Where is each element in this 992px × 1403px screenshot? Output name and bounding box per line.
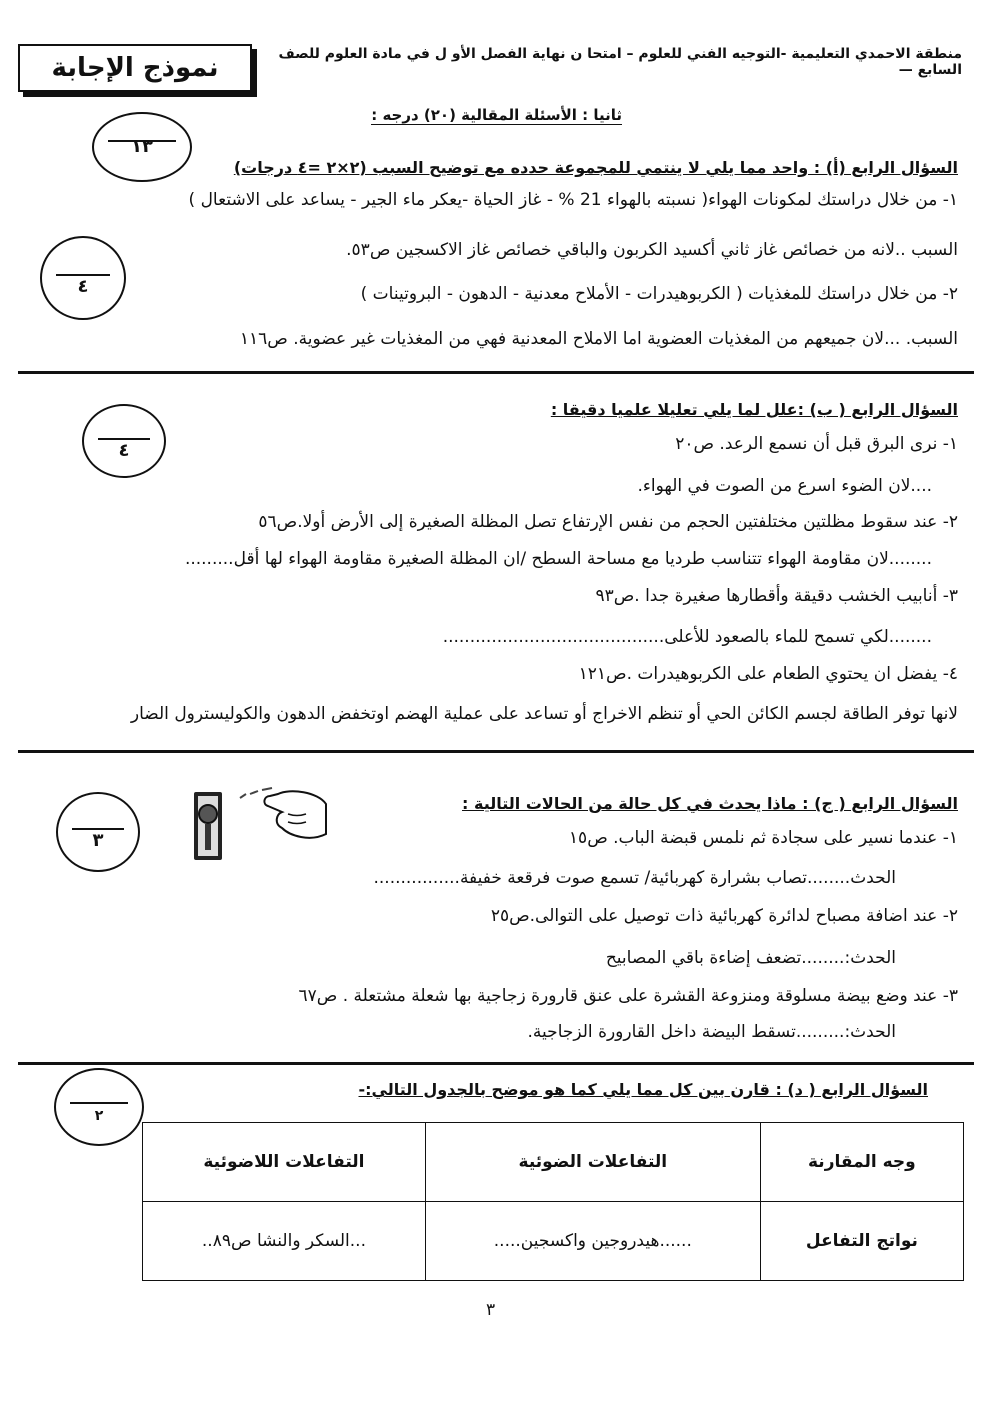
q4b-item3-question: ٣- أنابيب الخشب دقيقة وأقطارها صغيرة جدا .ص٩٣ bbox=[595, 586, 958, 606]
q4c-item1-answer: الحدث........تصاب بشرارة كهربائية/ تسمع صوت فرقعة خفيفة................ bbox=[373, 868, 896, 888]
q4a-reason1: السبب ..لانه من خصائص غاز ثاني أكسيد الكربون والباقي خصائص غاز الاكسجين ص٥٣. bbox=[346, 240, 958, 260]
keyhole bbox=[205, 824, 211, 850]
section-title bbox=[371, 106, 622, 124]
total-score-circle bbox=[92, 112, 192, 182]
q4c-item1-question: ١- عندما نسير على سجادة ثم نلمس قبضة الباب. ص١٥ bbox=[568, 828, 958, 848]
section-divider bbox=[18, 371, 974, 374]
q4b-title bbox=[551, 398, 958, 422]
q4d-score-circle bbox=[54, 1068, 144, 1146]
q4c-title-text: السؤال الرابع ( ج) : ماذا يحدث في كل حالة من الحالات التالية : bbox=[462, 794, 958, 813]
door-handle-illustration bbox=[190, 784, 330, 864]
pointing-hand bbox=[264, 791, 326, 838]
q4b-score-value: ٤ bbox=[118, 440, 130, 461]
q4a-item1: ١- من خلال دراستك لمكونات الهواء( نسبته بالهواء 21 % - غاز الحياة -يعكر ماء الجير - يساعد على الاشتعال ) bbox=[188, 190, 958, 210]
q4c-score-value: ٣ bbox=[92, 830, 104, 851]
table-row bbox=[143, 1202, 964, 1281]
table-cell: ...السكر والنشا ص٨٩.. bbox=[143, 1202, 426, 1281]
q4b-item1-question: ١- نرى البرق قبل أن نسمع الرعد. ص٢٠ bbox=[675, 434, 958, 454]
section-title-text: ثانيا : الأسئلة المقالية (٢٠) درجه : bbox=[371, 106, 622, 124]
page-number: ٣ bbox=[486, 1300, 496, 1320]
q4b-item4-answer: لانها توفر الطاقة لجسم الكائن الحي أو تنظم الاخراج أو تساعد على عملية الهضم اوتخفض الدهون والكوليسترول الضار bbox=[130, 704, 958, 724]
model-answer-box: نموذج الإجابة bbox=[18, 44, 252, 92]
q4d-title-text: السؤال الرابع ( د) : قارن بين كل مما يلي كما هو موضح بالجدول التالي:- bbox=[358, 1080, 928, 1099]
q4d-score-value: ٢ bbox=[94, 1108, 104, 1124]
q4a-title bbox=[234, 156, 958, 180]
table-header-cell: التفاعلات الضوئية bbox=[425, 1123, 760, 1202]
section-divider bbox=[18, 750, 974, 753]
q4a-title-text: السؤال الرابع (أ) : واحد مما يلي لا ينتمي للمجموعة حدده مع توضيح السبب (٢×٢ =٤ درجات) bbox=[233, 158, 958, 177]
q4b-item3-answer: ........لكي تسمح للماء بالصعود للأعلى......................................... bbox=[442, 627, 932, 647]
door-knob bbox=[199, 805, 217, 823]
exam-header: منطقة الاحمدي التعليمية -التوجيه الفني للعلوم – امتحا ن نهاية الفصل الأو ل في مادة العلوم للصف السابع — bbox=[278, 46, 962, 78]
q4a-score-value: ٤ bbox=[77, 276, 89, 297]
q4b-item2-question: ٢- عند سقوط مظلتين مختلفتين الحجم من نفس الإرتفاع تصل المظلة الصغيرة إلى الأرض أولا.ص٥٦ bbox=[258, 512, 958, 532]
q4c-item2-answer: الحدث:........تضعف إضاءة باقي المصابيح bbox=[605, 948, 896, 968]
q4b-score-circle bbox=[82, 404, 166, 478]
score-divider bbox=[70, 1102, 128, 1104]
q4b-item1-answer: ....لان الضوء اسرع من الصوت في الهواء. bbox=[637, 476, 932, 496]
table-header-row bbox=[143, 1123, 964, 1202]
total-score-value: ١٣ bbox=[131, 136, 153, 157]
q4b-item2-answer: ........لان مقاومة الهواء تتناسب طرديا مع مساحة السطح /ان المظلة الصغيرة مقاومة الهواء لها أقل......... bbox=[184, 549, 932, 569]
table-header-cell: التفاعلات اللاضوئية bbox=[143, 1123, 426, 1202]
q4a-item2: ٢- من خلال دراستك للمغذيات ( الكربوهيدرات - الأملاح معدنية - الدهون - البروتينات ) bbox=[360, 284, 958, 304]
table-cell: ......هيدروجين واكسجين..... bbox=[425, 1202, 760, 1281]
q4c-score-circle bbox=[56, 792, 140, 872]
q4b-title-text: السؤال الرابع ( ب) :علل لما يلي تعليلا علميا دقيقا : bbox=[550, 400, 958, 419]
q4c-title bbox=[462, 792, 958, 816]
q4a-reason2: السبب. ...لان جميعهم من المغذيات العضوية اما الاملاح المعدنية فهي من المغذيات غير عضوية. ص١١٦ bbox=[239, 329, 958, 349]
q4c-item3-question: ٣- عند وضع بيضة مسلوقة ومنزوعة القشرة على عنق قارورة زجاجية بها شعلة مشتعلة . ص٦٧ bbox=[298, 986, 958, 1006]
q4a-score-circle bbox=[40, 236, 126, 320]
section-divider bbox=[18, 1062, 974, 1065]
table-header-cell: وجه المقارنة bbox=[760, 1123, 963, 1202]
comparison-table bbox=[142, 1122, 964, 1281]
table-cell: نواتج التفاعل bbox=[760, 1202, 963, 1281]
q4b-item4-question: ٤- يفضل ان يحتوي الطعام على الكربوهيدرات .ص١٢١ bbox=[578, 664, 958, 684]
q4c-item3-answer: الحدث:.........تسقط البيضة داخل القارورة الزجاجية. bbox=[527, 1022, 896, 1042]
q4c-item2-question: ٢- عند اضافة مصباح لدائرة كهربائية ذات توصيل على التوالى.ص٢٥ bbox=[490, 906, 958, 926]
q4d-title bbox=[359, 1078, 928, 1102]
